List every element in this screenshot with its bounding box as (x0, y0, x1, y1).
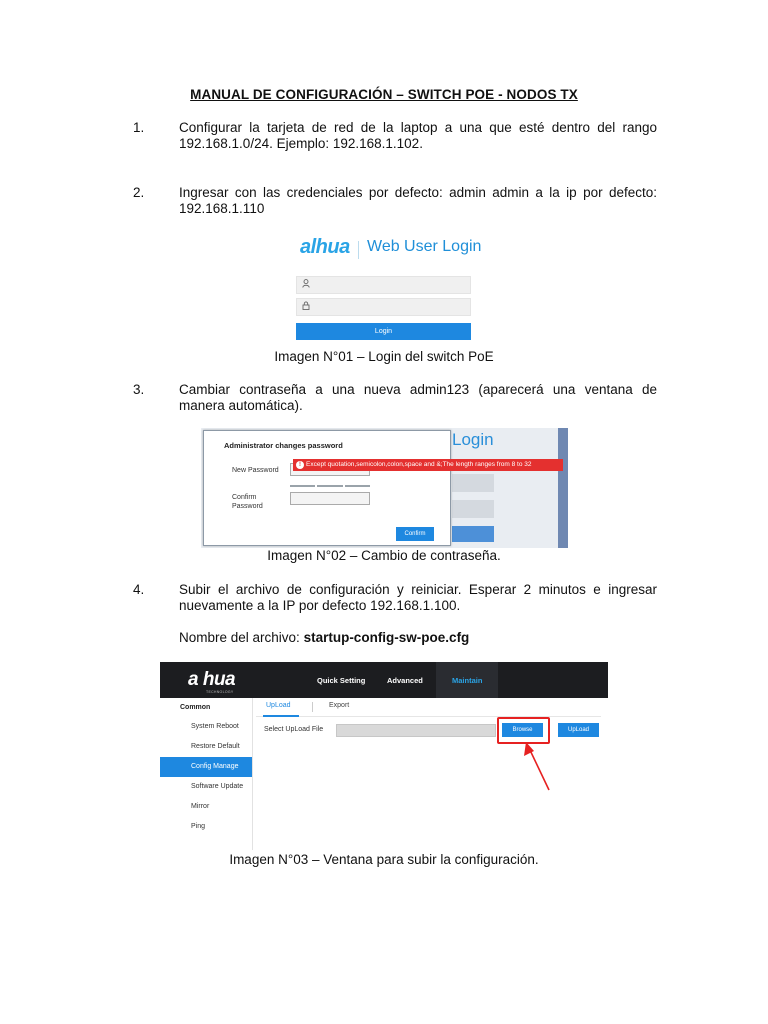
dahua-logo: alhua (300, 236, 350, 258)
step-2-text: Ingresar con las credenciales por defecto: admin admin a la ip por defecto: 192.168.1.110 (179, 185, 657, 216)
browse-button[interactable]: Browse (502, 723, 543, 737)
sidebar-item-restore-default[interactable]: Restore Default (191, 743, 240, 750)
filename-label: Nombre del archivo: (179, 630, 304, 645)
logo-subtitle: TECHNOLOGY (206, 690, 234, 694)
step-1-number: 1. (133, 120, 145, 135)
logo-divider (358, 241, 359, 259)
sidebar-item-system-reboot[interactable]: System Reboot (191, 723, 239, 730)
sidebar-item-config-manage[interactable]: Config Manage (160, 757, 252, 777)
filename-value: startup-config-sw-poe.cfg (303, 630, 470, 645)
confirm-button[interactable]: Confirm (396, 527, 434, 541)
upload-file-label: Select UpLoad File (264, 726, 324, 733)
upload-config-screenshot (160, 662, 608, 850)
background-login-title: Login (452, 430, 494, 449)
dahua-logo: a hua (188, 669, 236, 690)
password-field[interactable] (296, 298, 471, 316)
sidebar-heading-common: Common (180, 704, 211, 711)
confirm-password-label: Confirm Password (232, 494, 263, 510)
step-4-number: 4. (133, 582, 145, 597)
dialog-title: Administrator changes password (224, 441, 343, 450)
change-password-screenshot (201, 428, 568, 548)
login-button[interactable]: Login (296, 323, 471, 340)
figure-2-caption: Imagen N°02 – Cambio de contraseña. (267, 548, 501, 563)
step-3-text: Cambiar contraseña a una nueva admin123 (aparecerá una ventana de manera automática). (179, 382, 657, 413)
background-scrollbar (558, 428, 568, 548)
username-field[interactable] (296, 276, 471, 294)
sidebar-item-software-update[interactable]: Software Update (191, 783, 244, 790)
background-field (452, 500, 494, 518)
password-strength-bar (290, 485, 370, 487)
step-4-text: Subir el archivo de configuración y reiniciar. Esperar 2 minutos e ingresar nuevamente a la IP por defecto 192.168.1.100. (179, 582, 657, 613)
step-1-text: Configurar la tarjeta de red de la laptop a una que esté dentro del rango 192.168.1.0/24. Ejemplo: 192.168.1.102. (179, 120, 657, 151)
new-password-label: New Password (232, 467, 279, 474)
tab-upload[interactable]: UpLoad (266, 702, 291, 709)
sidebar-item-mirror[interactable]: Mirror (191, 803, 210, 810)
user-icon (302, 279, 310, 292)
figure-3-caption: Imagen N°03 – Ventana para subir la configuración. (229, 852, 539, 867)
sidebar-item-ping[interactable]: Ping (191, 823, 206, 830)
upload-button[interactable]: UpLoad (558, 723, 599, 737)
login-header: Web User Login (367, 238, 482, 255)
red-arrow-annotation (160, 662, 608, 850)
nav-advanced[interactable]: Advanced (387, 676, 423, 685)
background-field (452, 474, 494, 492)
step-3-number: 3. (133, 382, 145, 397)
change-password-dialog (203, 430, 451, 546)
confirm-password-input[interactable] (290, 492, 370, 505)
tab-export[interactable]: Export (329, 702, 350, 709)
filename-line (179, 630, 657, 646)
figure-1-caption: Imagen N°01 – Login del switch PoE (274, 349, 494, 364)
nav-quick-setting[interactable]: Quick Setting (317, 676, 366, 685)
lock-icon (302, 301, 310, 314)
error-text: Except quotation,semicolon,colon,space and &;The length ranges from 8 to 32 (306, 461, 532, 468)
error-tooltip (293, 459, 563, 471)
error-icon: ! (296, 461, 304, 469)
step-2-number: 2. (133, 185, 145, 200)
background-button (452, 526, 494, 542)
document-title: MANUAL DE CONFIGURACIÓN – SWITCH POE - NODOS TX (190, 87, 578, 102)
nav-maintain[interactable]: Maintain (452, 676, 483, 685)
